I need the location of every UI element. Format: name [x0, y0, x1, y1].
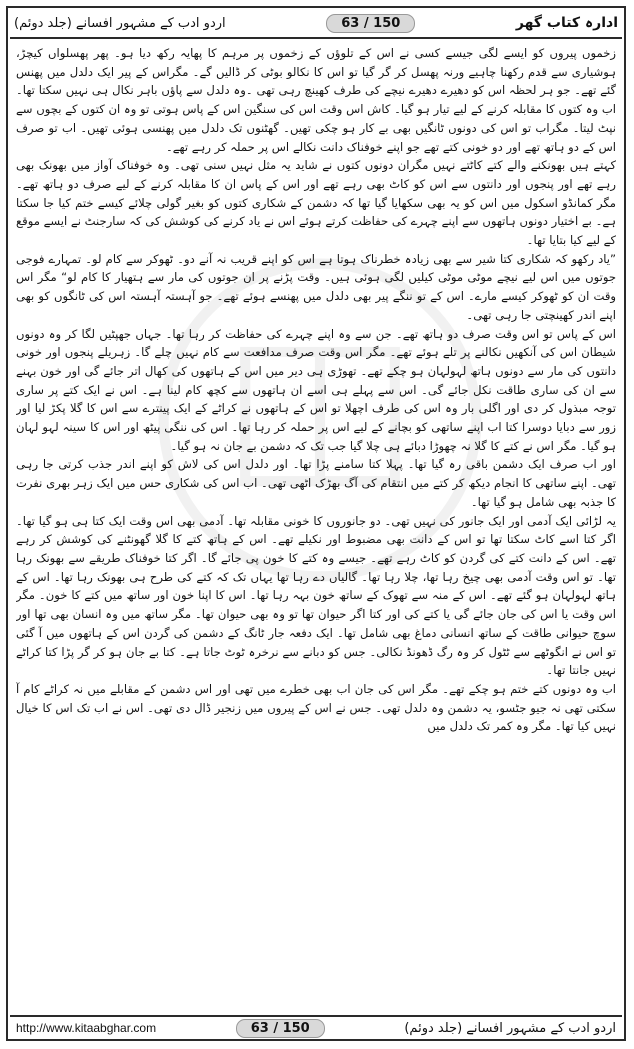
- page-header: [14, 12, 618, 34]
- page-indicator-header: 63 / 150: [326, 14, 415, 33]
- page-indicator-footer: 63 / 150: [236, 1019, 325, 1038]
- book-title-footer: اردو ادب کے مشہور افسانے (جلد دوئم): [404, 1020, 616, 1036]
- paragraph-6: یہ لڑائی ایک آدمی اور ایک جانور کی نہیں تھی۔ دو جانوروں کا خونی مقابلہ تھا۔ آدمی بھی اس وقت ایک کتا ہی ہو گیا تھا۔ اگر کتا اسے کاٹ سکتا تھا تو اس کے دانت بھی مضبوط اور نکیلے تھے۔ اس کے ہاتھ کتے کا گلا گھونٹنے کی کوشش کر رہے تھے۔ اس کے دانت کتے کی گردن کو کاٹ رہے تھے۔ جیسے وہ کتے کا خون پی جائے گا۔ اگر کتا خوفناک طریقے سے بھونک رہا تھا۔ تو اس وقت آدمی بھی چیخ رہا تھا، چلا رہا تھا۔ گالیاں دے رہا تھا یہاں تک کہ کتے کی طرح ہی بھونک رہا تھا۔ اس کے ہاتھ لہولہان ہو گئے تھے۔ اس کے منہ سے تھوک کے ساتھ خون بہہ رہا تھا۔ اس کا اپنا خون اور ساتھ میں کتے کا خون۔ مگر اس وقت یا اس کی جان جائے گی یا کتے کی اور کتا اگر حیوان تھا تو وہ بھی حیوان تھا۔ مگر ساتھ میں وہ انسان بھی تھا اور سوچ حیوانی طاقت کے ساتھ انسانی دماغ بھی شامل تھا۔ ایک دفعہ جار ٹانگ کے دشمن کی گردن اس کے ہاتھوں میں آ گئی تو اس نے انگوٹھے سے ٹٹول کر وہ رگ ڈھونڈ نکالی۔ جس کو دبانے سے نرخرہ ٹوٹ جاتا ہے۔ کتا بے جان ہو کر گر پڑا کتا کراٹے نہیں جانتا تھا۔: [16, 513, 616, 678]
- paragraph-3: ”یاد رکھو کہ شکاری کتا شیر سے بھی زیادہ خطرناک ہوتا ہے اس کو اپنے قریب نہ آنے دو۔ ٹھوکر سے کام لو۔ تمہارے فوجی جوتوں میں اس لیے نیچے موٹی موٹی کیلیں لگی ہوئی ہیں۔ وقت پڑنے پر ان جوتوں کی مار سے ہتھیار کا کام لو“ مگر اس وقت ان کو ٹھوکر کیسے مارے۔ اس کے تو ننگے پیر بھی دلدل میں پھنسے ہوئے تھے۔ جو آہستہ آہستہ اس کی ٹانگوں کو بھی اپنے اندر کھینچتی جا رہی تھی۔: [16, 251, 616, 322]
- paragraph-4: اس کے پاس تو اس وقت صرف دو ہاتھ تھے۔ جن سے وہ اپنے چہرے کی حفاظت کر رہا تھا۔ جہاں جھپٹیں لگا کر وہ دونوں شیطان اس کی آنکھیں نکالنے پر تلے ہوئے تھے۔ مگر اس وقت صرف مدافعت سے کام نہیں چلے گا۔ زہریلے پنجوں اور خونی دانتوں کی مار سے دونوں ہاتھ لہولہان ہو چکے تھے۔ تھوڑی ہی دیر میں اس کے ہاتھوں کی کھال اتر جائے گی اور خون بہنے سے ان کی ساری طاقت نکل جائے گی۔ اس سے پہلے ہی اسے ان ہاتھوں سے کچھ کام لینا ہے۔ اس نے ایک کتے پر ساری توجہ مبذول کر دی اور اگلی بار وہ اس کی طرف اچھلا تو اس کے ہاتھوں نے کراٹے کے ایک پینترے سے اس کا گلا پکڑ لیا اور زور سے دبایا دوسرا کتا اب اپنے ساتھی کو بچانے کے لیے اس پر حملہ کر رہا تھا۔ اس کی ننگی پیٹھ اور اس کا سینہ لہو لہان ہو گیا۔ مگر اس نے کتے کا گلا نہ چھوڑا دبائے ہی چلا گیا جب تک کہ دشمن بے جان نہ ہو گیا۔: [16, 326, 616, 453]
- header-divider: [10, 37, 622, 39]
- paragraph-5: اور اب صرف ایک دشمن باقی رہ گیا تھا۔ پہلا کتا سامنے پڑا تھا۔ اور دلدل اس کی لاش کو اپنے اندر جذب کرتی جا رہی تھی۔ اپنے ساتھی کا انجام دیکھ کر کتے میں انتقام کی آگ بھڑک اٹھی تھی۔ اب اس کی شکاری حس میں ایک زہر بھری نفرت کا جذبہ بھی شامل ہو گیا تھا۔: [16, 457, 616, 509]
- paragraph-1: زخموں پیروں کو ایسے لگی جیسے کسی نے اس کے تلوؤں کے زخموں پر مرہم کا پھایہ رکھ دیا ہو۔ پھر پھسلواں کیچڑ، ہوشیاری سے قدم رکھنا چاہیے ورنہ پھسل کر گر گیا تو اس کا نکالو بوٹی کر ڈالیں گے۔ مگراس کے پیر ایک دلدل میں پھنس گئے تھے۔ جو ہر لحظہ اس کو دھیرے دھیرے نیچے کی طرف کھینچ رہی تھی ۔وہ دلدل سے پاؤں باہر نکال ہی نہیں سکتا تھا۔ اب وہ کتوں کا مقابلہ کرنے کے لیے تیار ہو گیا۔ کاش اس وقت اس کی سنگین اس کے پاس ہوتی تو وہ ان کتوں کے بچوں سے نپٹ لیتا۔ مگراب تو اس کی دونوں ٹانگیں بھی بے کار ہو چکی تھیں۔ گھٹنوں تک دلدل میں پھنسی ہوئی تھیں۔ اب تو صرف اس کے دو ہاتھ تھے اور دو خونی کتے تھے جو اپنے خوفناک دانت نکالے اس پر حملہ کر رہے تھے۔: [16, 46, 616, 154]
- article-body: [16, 44, 616, 1012]
- site-url-link[interactable]: http://www.kitaabghar.com: [16, 1021, 157, 1035]
- page-footer: [10, 1015, 622, 1039]
- book-title-header: اردو ادب کے مشہور افسانے (جلد دوئم): [14, 15, 226, 31]
- paragraph-7: اب وہ دونوں کتے ختم ہو چکے تھے۔ مگر اس کی جان اب بھی خطرے میں تھی اور اس دشمن کے مقابلے میں نہ کراٹے کام آ سکتی تھی نہ جیو جٹسو، یہ دشمن وہ دلدل تھی۔ جس نے اس کے پیروں میں زنجیر ڈال دی تھی۔ اس نے اب تک اس کا خیال نہیں کیا تھا۔ مگر وہ کمر تک دلدل میں: [16, 681, 616, 734]
- publisher-name: ادارہ کتاب گھر: [515, 15, 618, 31]
- paragraph-2: کہتے ہیں بھونکنے والے کتے کاٹتے نہیں مگران دونوں کتوں نے شاید یہ مثل نہیں سنی تھی۔ وہ خوفناک آواز میں بھونک بھی رہے تھے اور پنجوں اور دانتوں سے اس کو کاٹ بھی رہے تھے اور اس کے پاس ان کا مقابلہ کرنے کے لیے صرف دو ہاتھ تھے۔ مگر کمانڈو اسکول میں اس کو یہ بھی سکھایا گیا تھا کہ دشمن کے شکاری کتوں کو بغیر گولی چلائے کیسے ختم کیا جا سکتا ہے۔ بے اختیار دونوں ہاتھوں سے اپنے چہرے کی حفاظت کرتے ہوئے اس نے یاد کرنے کی کوشش کی کہ سارجنٹ نے ایسے موقع کے لیے کیا بتایا تھا۔: [16, 158, 616, 248]
